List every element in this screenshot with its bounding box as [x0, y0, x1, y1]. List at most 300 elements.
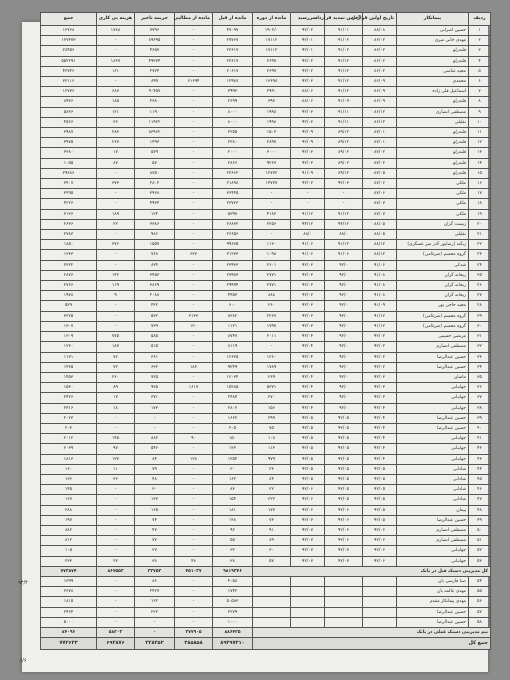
table-cell: ۱۱۹۰ [135, 107, 175, 117]
table-cell: مرتضی حسینی [397, 332, 469, 342]
table-cell: ۲۰۱۲ [41, 434, 97, 444]
table-cell: ۸۹/۰۲ [325, 148, 363, 158]
table-cell: ۱۲۰ [175, 321, 213, 331]
table-cell: ۲۲ [253, 485, 291, 495]
table-row [41, 576, 491, 586]
summary-label: جمع کل [253, 638, 491, 650]
table-cell: قلندرلو [397, 158, 469, 168]
table-cell: ۲۳۶۱۷ [213, 56, 253, 66]
table-cell: - [175, 199, 213, 209]
table-cell: ۲۹ [469, 311, 491, 321]
table-cell: ۲۴۱۶ [41, 403, 97, 413]
table-cell: ۳۴۵۳ [135, 270, 175, 280]
table-row [41, 148, 491, 158]
table-cell: ۲۷ [469, 291, 491, 301]
table-cell: ۱۲۱ [97, 107, 135, 117]
table-row [41, 485, 491, 495]
table-cell [325, 607, 363, 617]
table-cell: ۹۲/۰۳ [363, 372, 397, 382]
table-cell: ۲۷۷۱ [253, 270, 291, 280]
table-cell: ۹۲۶۷ [253, 158, 291, 168]
table-cell: - [253, 199, 291, 209]
table-cell: ۹۱/۰۶ [363, 260, 397, 270]
table-cell: مهدی عالمه بان [397, 587, 469, 597]
table-cell: نقلیلی [397, 230, 469, 240]
table-cell: ۲۳۷۸ [41, 587, 97, 597]
table-cell: ۸۸/۱۲ [363, 240, 397, 250]
table-cell: ۸۰۰۰ [213, 107, 253, 117]
table-cell [325, 617, 363, 627]
table-cell: ۹۱/۰۹ [325, 97, 363, 107]
table-row [41, 138, 491, 148]
table-cell: ۹۱/۰۱ [325, 26, 363, 36]
table-cell: ۹۲/۰۵ [363, 515, 397, 525]
table-cell: ۱۲۶۳۵ [213, 352, 253, 362]
table-cell: ۱۵۵۷ [135, 240, 175, 250]
table-cell: - [175, 260, 213, 270]
table-cell: ۹۱/۱۲ [325, 209, 363, 219]
summary-value: ۸۸۶۴۲۵ [213, 627, 253, 637]
table-cell: - [291, 199, 325, 209]
table-cell: حسین عبدالرضا [397, 515, 469, 525]
table-cell: ۹۲/۰۱ [291, 36, 325, 46]
table-cell: حسین اصراتی [397, 26, 469, 36]
table-cell: قلندرلو [397, 168, 469, 178]
table-cell: ۵۸۳۶ [41, 107, 97, 117]
table-cell: - [97, 260, 135, 270]
table-cell: ۹۲/۰۵ [363, 485, 397, 495]
table-cell: ۹۷ [97, 444, 135, 454]
table-cell: جهانبانی [397, 434, 469, 444]
table-cell: ۸۶/۰۹ [363, 97, 397, 107]
table-cell: ۹۴/۱۲ [325, 219, 363, 229]
table-cell: ۸۷/۰۷ [363, 199, 397, 209]
table-cell: ۴۵۶۶ [41, 117, 97, 127]
table-cell: ۸۶/۰۹ [363, 77, 397, 87]
table-cell: ۹۲/۰ [325, 372, 363, 382]
table-cell: ۲۸ [469, 301, 491, 311]
summary-value: ۹۸۱۹۲۴۶ [213, 566, 253, 576]
table-cell: جهانبانی [397, 454, 469, 464]
table-row [41, 189, 491, 199]
table-cell: ۱۲۷۷۶ [41, 87, 97, 97]
table-cell: ۹۲/۰۶ [325, 525, 363, 535]
table-cell: ۹۲/۰۶ [291, 485, 325, 495]
table-cell: ۹۲/۰۴ [291, 372, 325, 382]
table-cell: ۹۲/۰ [325, 383, 363, 393]
table-cell: ۸۸۸ [253, 291, 291, 301]
table-cell: ۳۸ [135, 556, 175, 566]
table-cell: ۲۱۲۷۳ [213, 250, 253, 260]
table-cell: ۹۲/۰۴ [291, 393, 325, 403]
table-cell: ۹۲/۰ [325, 311, 363, 321]
table-cell: ۲۳۶۱۷ [213, 46, 253, 56]
table-cell: ۵۷۹ [135, 148, 175, 158]
table-cell: ۹۲/۰۵ [291, 454, 325, 464]
table-row [41, 46, 491, 56]
table-cell: ۲ [469, 36, 491, 46]
table-cell: ۱۵۲۸۵ [213, 383, 253, 393]
table-header-row [41, 13, 491, 26]
table-cell: - [175, 485, 213, 495]
table-cell: ۹۲/۰۳ [291, 158, 325, 168]
table-cell: ۲۳۶۶۲ [213, 168, 253, 178]
table-cell [325, 576, 363, 586]
table-cell: ۲۶۹۷ [253, 56, 291, 66]
table-cell: - [97, 607, 135, 617]
table-cell: ۷۷۹۶ [135, 26, 175, 36]
table-cell: ۹۲/۰۳ [363, 383, 397, 393]
table-cell: ۹۲/۰۶ [363, 536, 397, 546]
table-cell: ۲۲۲ [135, 607, 175, 617]
table-cell: ۴۶۵۷ [135, 46, 175, 56]
table-cell: ۸۶/۱۲ [363, 107, 397, 117]
table-cell: ۹۲/۰۲ [363, 332, 397, 342]
table-cell: ۱۴ [469, 158, 491, 168]
contractor-table [40, 12, 491, 650]
table-cell: ۹۲/۰۵ [325, 474, 363, 484]
table-cell: ۹۰ [175, 434, 213, 444]
table-cell: شادابی [397, 495, 469, 505]
table-cell: ۳۹ [469, 413, 491, 423]
table-cell: ۸۴ [253, 474, 291, 484]
table-cell: - [97, 311, 135, 321]
table-row [41, 474, 491, 484]
table-cell: ۹۲/۰ [325, 291, 363, 301]
table-cell: ملکی [397, 199, 469, 209]
table-cell: ۹۱ [253, 525, 291, 535]
table-cell: ۲۷ [97, 556, 135, 566]
table-cell [363, 576, 397, 586]
table-cell: - [175, 597, 213, 607]
table-cell: ۱۶۱۷ [175, 383, 213, 393]
table-cell: ۲۹۹ [253, 413, 291, 423]
table-cell: ۲۲۵۵ [213, 128, 253, 138]
table-cell: ۲۱ [469, 230, 491, 240]
table-cell: ۵۳۲ [135, 311, 175, 321]
table-cell: ۲۴ [469, 260, 491, 270]
table-row [41, 77, 491, 87]
table-cell: ۳۵ [469, 372, 491, 382]
table-cell: ۱۴۲ [97, 270, 135, 280]
table-cell: ۴۸ [135, 474, 175, 484]
table-cell: ۹۱/۰۲ [325, 36, 363, 46]
table-cell: ۸۹/۰۲ [325, 158, 363, 168]
table-cell: ۸۶/۰۲ [363, 36, 397, 46]
table-cell: ۳۲۲۵ [41, 311, 97, 321]
table-cell: ۴۷۰۹۷ [213, 26, 253, 36]
table-cell: ۴۷ [135, 525, 175, 535]
table-cell [291, 607, 325, 617]
table-cell: ۹۲/۰۳ [291, 270, 325, 280]
table-cell: ۹۲/۰۴ [291, 332, 325, 342]
column-header: مانده از دوره [253, 13, 291, 26]
table-cell: ۱۸۱۳ [41, 454, 97, 464]
table-cell: شادابی [397, 464, 469, 474]
table-cell: ۴۲۷۴۶ [41, 66, 97, 76]
table-cell: ۵۱ [469, 536, 491, 546]
table-cell: - [97, 536, 135, 546]
table-cell: ۲۳ [253, 464, 291, 474]
table-cell: ۸۹۳۶ [41, 97, 97, 107]
table-cell: - [325, 189, 363, 199]
table-cell: ۴۷ [469, 495, 491, 505]
table-cell: ۹۱/۰۶ [291, 250, 325, 260]
table-cell: ۵۳۹۷ [213, 209, 253, 219]
table-cell: حسین عبدالرضا [397, 423, 469, 433]
table-cell: ۸۷/۰۷ [363, 209, 397, 219]
table-cell: ۲۷۷۱ [253, 281, 291, 291]
table-cell: ۳۴۰۷ [41, 179, 97, 189]
table-cell: ۲۸۰۲ [135, 179, 175, 189]
table-cell: ۳۰ [253, 546, 291, 556]
table-cell: ۹۲/۰۳ [291, 311, 325, 321]
table-cell: ۱۸۱۵ [41, 597, 97, 607]
table-cell [325, 597, 363, 607]
table-cell: ۸۷/۰۶ [363, 189, 397, 199]
table-cell: ۳۴ [469, 362, 491, 372]
table-cell: ۲۲۶۷ [253, 311, 291, 321]
table-cell: ۲۶۰ [97, 372, 135, 382]
table-cell [363, 597, 397, 607]
table-cell: ۷۲۵ [135, 372, 175, 382]
table-row [41, 199, 491, 209]
table-cell: ۱۶۷ [41, 495, 97, 505]
table-cell: ۱۴۵ [41, 485, 97, 495]
table-cell: ۶۱۶۹۴ [175, 77, 213, 87]
table-cell: ۸۳۹۶۲ [135, 128, 175, 138]
table-cell: ۹۲/۰ [325, 342, 363, 352]
table-row [41, 342, 491, 352]
table-row [41, 505, 491, 515]
table-cell: ۹۲/۰۷ [291, 515, 325, 525]
table-row [41, 515, 491, 525]
table-cell: - [175, 332, 213, 342]
table-cell: ۱۷۷ [253, 505, 291, 515]
table-cell: ۱۷۴۲ [213, 587, 253, 597]
table-cell: ۹۲/۰۹ [291, 128, 325, 138]
table-cell: ۳۶ [97, 474, 135, 484]
table-cell: ۳ [469, 46, 491, 56]
table-cell: ۹۲/۰۳ [291, 117, 325, 127]
table-cell: - [175, 189, 213, 199]
table-cell: ۳۷۶ [97, 240, 135, 250]
table-cell: ۲۷۶۶ [41, 281, 97, 291]
table-cell: ۱۱۹ [97, 281, 135, 291]
table-cell: ۹۲/۰۳ [325, 179, 363, 189]
table-cell: - [97, 546, 135, 556]
table-cell: ۹۲/۰۴ [291, 362, 325, 372]
table-cell: - [97, 413, 135, 423]
table-cell: ۱۰۸ [253, 434, 291, 444]
table-cell: ۴۲۲۶ [41, 199, 97, 209]
table-cell: - [175, 168, 213, 178]
table-cell: ۱۸۲۷ [97, 56, 135, 66]
summary-value: ۵۸۲۰۳ [97, 627, 135, 637]
table-cell: ۳۸۶۹ [135, 281, 175, 291]
table-cell: ۱۴۵ [97, 434, 135, 444]
table-cell: ۱۴۳۵ [41, 362, 97, 372]
table-cell: - [97, 46, 135, 56]
table-cell: ۱ [469, 26, 491, 36]
table-cell: محمدی [397, 77, 469, 87]
table-cell: ۵۲ [469, 546, 491, 556]
table-cell: ۸۸/۰۵ [363, 230, 397, 240]
table-cell: ۳۶ [97, 117, 135, 127]
table-cell: ماشان [397, 372, 469, 382]
table-cell: ۹۱/۰۹ [363, 301, 397, 311]
table-cell: ۹۱/۱۲ [325, 240, 363, 250]
table-cell: ۹۱/۰۶ [325, 250, 363, 260]
table-cell: ۲۳ [469, 250, 491, 260]
table-cell: ۹۲/۰۷ [291, 536, 325, 546]
table-cell: ۴۹ [469, 515, 491, 525]
table-cell: ۸۱۲ [41, 536, 97, 546]
table-cell: - [175, 281, 213, 291]
table-row [41, 464, 491, 474]
table-row [41, 597, 491, 607]
table-cell: جهانبانی [397, 383, 469, 393]
table-cell: ۸۶/۰۲ [363, 66, 397, 76]
table-cell [253, 587, 291, 597]
table-cell: ۱۷۱۱۲ [253, 36, 291, 46]
table-cell: ۵۰۵۸۳ [213, 597, 253, 607]
table-cell: - [175, 403, 213, 413]
table-cell: ۹۲/۰۳ [291, 77, 325, 87]
table-cell: ۸۸۲ [135, 434, 175, 444]
table-cell: - [175, 46, 213, 56]
table-cell: مجید عباسی [397, 66, 469, 76]
table-row [41, 311, 491, 321]
table-cell: ۹۲/۰۵ [291, 413, 325, 423]
table-cell: ۴۵ [469, 474, 491, 484]
table-cell: - [175, 413, 213, 423]
table-cell: ۹۱/۱۲ [325, 77, 363, 87]
table-cell: ۲۰۲۳ [41, 413, 97, 423]
table-cell: ۲۸۴۵۶ [41, 46, 97, 56]
table-cell: ۹۲/۰ [325, 270, 363, 280]
table-row [41, 587, 491, 597]
table-cell: ۸۸/۰۶ [291, 97, 325, 107]
table-cell: - [175, 209, 213, 219]
table-cell: ۹۲/۰۳ [291, 281, 325, 291]
table-cell: ۲۰۱۱ [253, 332, 291, 342]
table-cell [253, 597, 291, 607]
table-row [41, 250, 491, 260]
table-cell: ۸۶/۰۲ [363, 46, 397, 56]
table-cell: ۷۷۵ [97, 332, 135, 342]
table-cell: ۱۵۰ [213, 434, 253, 444]
table-cell: ۱۱۳ [253, 444, 291, 454]
table-cell: ۷۳ [253, 515, 291, 525]
table-cell: ۳۰۰۰ [253, 148, 291, 158]
table-row [41, 209, 491, 219]
table-cell: ۲۴۶۴ [41, 607, 97, 617]
table-cell: ۹۱/۰۸ [363, 291, 397, 301]
table-cell: ۹۴/۱۲ [291, 219, 325, 229]
table-cell: ۹۱/۱۱ [325, 107, 363, 117]
table-cell: ۱۴۵۳ [41, 372, 97, 382]
summary-value: ۸۴۰۹۶ [41, 627, 97, 637]
table-cell: - [97, 189, 135, 199]
table-cell: ۹۲/۰۳ [291, 260, 325, 270]
table-cell: ملکی [397, 189, 469, 199]
summary-value: ۴۵۱۰۳۷ [175, 566, 213, 576]
table-cell: ۷۹ [135, 464, 175, 474]
table-cell: ۲۹۶۸۶ [41, 168, 97, 178]
table-cell: ۶ [469, 77, 491, 87]
table-cell: - [175, 576, 213, 586]
table-cell: ۳۱ [469, 332, 491, 342]
table-cell: ۲۳۸۰ [135, 97, 175, 107]
table-cell: ۹۲/۰۴ [291, 352, 325, 362]
table-cell: ۱۶۲ [213, 474, 253, 484]
table-cell: قلندرلو [397, 138, 469, 148]
table-cell: ۲۸۸ [41, 505, 97, 515]
table-cell: ۸۲۸۲ [213, 311, 253, 321]
table-cell: ۲۸۳ [97, 128, 135, 138]
table-cell: ۱۲۹۸۷ [213, 77, 253, 87]
table-cell: ۱۷۹۷ [253, 321, 291, 331]
table-cell: ۹۲/۰۷ [325, 556, 363, 566]
table-row [41, 454, 491, 464]
table-cell: ۹۷۹ [253, 454, 291, 464]
table-cell: ۹۲/۰۲ [291, 56, 325, 66]
table-cell: ۸۷/۰۲ [363, 158, 397, 168]
table-cell: ۹۱/۱۱ [325, 117, 363, 127]
table-cell: مصطفی انصاری [397, 107, 469, 117]
table-cell: ۹۱/۱۲ [325, 66, 363, 76]
table-cell: ۹۲/۰۷ [291, 525, 325, 535]
table-cell: ۲۶۸۳۲ [213, 219, 253, 229]
table-cell: - [291, 189, 325, 199]
table-cell: ۱۲۴ [135, 209, 175, 219]
table-cell: ۹۱/۱۲ [325, 87, 363, 97]
table-cell: ۱۷۸۸ [97, 26, 135, 36]
table-cell: ۹۲/۰۶ [363, 525, 397, 535]
table-cell: ۲۲۷۹ [213, 607, 253, 617]
table-cell: ۱۷ [469, 189, 491, 199]
table-cell: - [175, 138, 213, 148]
table-cell: ۸۷ [97, 158, 135, 168]
table-cell: ۹۲/۰ [325, 301, 363, 311]
table-cell: ۵۸۵ [135, 332, 175, 342]
table-cell: ۹۸۶ [135, 230, 175, 240]
table-cell: ۱۳۶۹۸ [253, 77, 291, 87]
table-cell: ۵۰ [469, 525, 491, 535]
table-cell: ۱۸۹ [97, 209, 135, 219]
table-cell: زنگنه (رضاپور گذر میر عسگری) [397, 240, 469, 250]
summary-value: ۷۷۲۸۷۴ [41, 566, 97, 576]
table-cell: حسین عبدالرضا [397, 362, 469, 372]
table-row [41, 403, 491, 413]
table-cell: ۹۲/۰۳ [291, 148, 325, 158]
table-row [41, 444, 491, 454]
table-cell: ۵۶ [469, 597, 491, 607]
table-cell: ۴۸ [469, 505, 491, 515]
column-header: مانده از قبل [213, 13, 253, 26]
table-cell: ۸۹۹ [135, 77, 175, 87]
table-cell: ۲۳۲۲ [41, 260, 97, 270]
table-cell: ۹۰۴۵۷ [135, 87, 175, 97]
table-cell: ۸۸/۰ [325, 230, 363, 240]
table-row [41, 413, 491, 423]
table-row [41, 260, 491, 270]
table-cell: - [175, 444, 213, 454]
table-cell: ۸ [469, 97, 491, 107]
table-cell: ۳۳۸۰ [41, 148, 97, 158]
table-cell: ۹۲/۰ [325, 352, 363, 362]
